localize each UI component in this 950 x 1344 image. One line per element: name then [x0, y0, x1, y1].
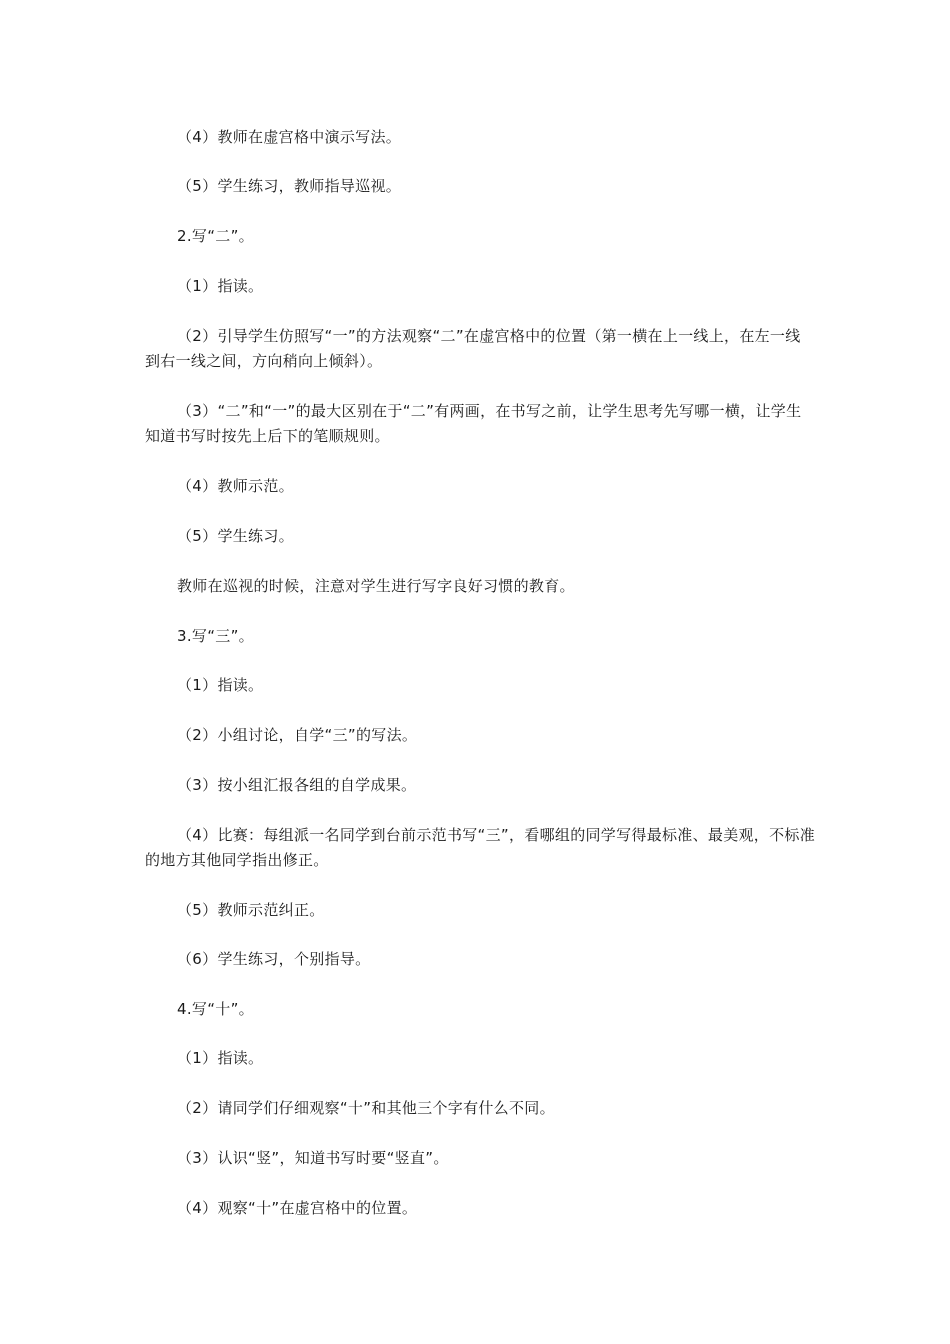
- paragraph-student-practice: （5）学生练习。: [177, 527, 294, 545]
- paragraph-teacher-correct: （5）教师示范纠正。: [177, 901, 325, 919]
- heading-write-shi: 4.写“十”。: [177, 1000, 254, 1018]
- paragraph-habit-note: 教师在巡视的时候，注意对学生进行写字良好习惯的教育。: [177, 577, 575, 595]
- paragraph-vertical-stroke: （3）认识“竖”，知道书写时要“竖直”。: [177, 1149, 449, 1167]
- paragraph-observe-shi: （4）观察“十”在虚宫格中的位置。: [177, 1199, 418, 1217]
- paragraph-compare-shi: （2）请同学们仔细观察“十”和其他三个字有什么不同。: [177, 1099, 555, 1117]
- paragraph-individual-guidance: （6）学生练习，个别指导。: [177, 950, 371, 968]
- paragraph-step-5-practice: （5）学生练习，教师指导巡视。: [177, 177, 402, 195]
- heading-write-er: 2.写“二”。: [177, 227, 254, 245]
- paragraph-read: （1）指读。: [177, 277, 264, 295]
- paragraph-group-report: （3）按小组汇报各组的自学成果。: [177, 776, 417, 794]
- paragraph-read: （1）指读。: [177, 676, 264, 694]
- paragraph-group-discussion: （2）小组讨论，自学“三”的写法。: [177, 726, 418, 744]
- heading-write-san: 3.写“三”。: [177, 627, 254, 645]
- paragraph-competition: （4）比赛：每组派一名同学到台前示范书写“三”，看哪组的同学写得最标准、最美观，不标准的地方其他同学指出修正。: [145, 826, 815, 869]
- paragraph-step-4-demo: （4）教师在虚宫格中演示写法。: [177, 128, 402, 146]
- paragraph-read: （1）指读。: [177, 1049, 264, 1067]
- paragraph-difference: （3）“二”和“一”的最大区别在于“二”有两画，在书写之前，让学生思考先写哪一横，让学生知道书写时按先上后下的笔顺规则。: [145, 402, 802, 445]
- paragraph-observe-er: （2）引导学生仿照写“一”的方法观察“二”在虚宫格中的位置（第一横在上一线上，在左一线到右一线之间，方向稍向上倾斜）。: [145, 327, 801, 370]
- paragraph-teacher-demo: （4）教师示范。: [177, 477, 294, 495]
